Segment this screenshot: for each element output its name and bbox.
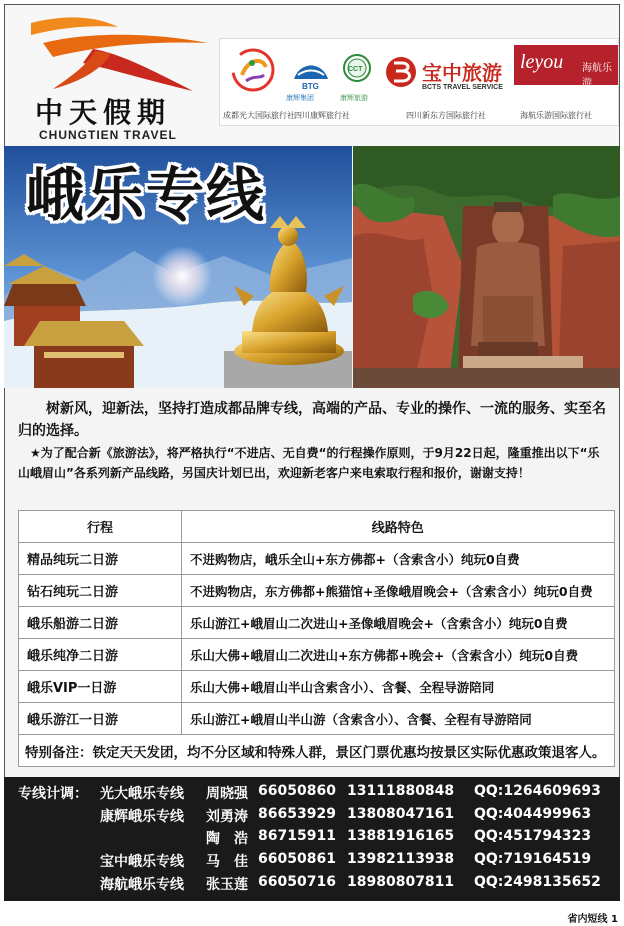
special-note: 特别备注：铁定天天发团，均不分区域和特殊人群，景区门票优惠均按景区实际优惠政策退客人。 bbox=[19, 735, 615, 767]
header-feature: 线路特色 bbox=[182, 511, 615, 543]
table-row bbox=[19, 703, 615, 735]
route-feature: 乐山游江+峨眉山半山游（含索含小）、含餐、全程有导游陪同 bbox=[182, 703, 615, 735]
leyou-name-en: leyou bbox=[520, 51, 564, 73]
cct-label: 康辉旅游 bbox=[340, 94, 368, 102]
contact-mobile: 18980807811 bbox=[347, 874, 455, 890]
intro-paragraph-1: 树新风，迎新法，坚持打造成都品牌专线，高端的产品、专业的操作、一流的服务、实至名归的选择。 bbox=[18, 401, 606, 439]
contact-name: 周晓强 bbox=[206, 786, 248, 802]
partner-kanghui bbox=[282, 39, 392, 125]
chungtien-logo-icon bbox=[23, 13, 213, 93]
brand-name-en: CHUNGTIEN TRAVEL bbox=[39, 128, 177, 142]
partner-leyou bbox=[514, 39, 618, 125]
partner-caption: 海航乐游国际旅行社 bbox=[520, 111, 592, 120]
baozhong-logo-icon bbox=[384, 55, 418, 89]
partner-logos bbox=[219, 38, 619, 126]
hero-title: 峨乐专线 bbox=[26, 161, 267, 229]
header bbox=[5, 5, 619, 145]
route-feature: 乐山大佛+峨眉山半山含索含小）、含餐、全程导游陪同 bbox=[182, 671, 615, 703]
leyou-logo-icon bbox=[514, 45, 618, 89]
route-name: 峨乐船游二日游 bbox=[19, 607, 182, 639]
brand-name-cn: 中天假期 bbox=[35, 96, 172, 129]
route-name: 精品纯玩二日游 bbox=[19, 543, 182, 575]
contact-tel: 86653929 bbox=[258, 806, 336, 822]
contact-qq: QQ:404499963 bbox=[474, 806, 592, 822]
contact-line: 海航峨乐专线 bbox=[100, 877, 184, 893]
contact-qq: QQ:451794323 bbox=[474, 828, 592, 844]
intro-text bbox=[18, 398, 608, 483]
contact-tel: 66050716 bbox=[258, 874, 336, 890]
contact-mobile: 13111880848 bbox=[347, 783, 455, 799]
contact-tel: 86715911 bbox=[258, 828, 336, 844]
table-row bbox=[19, 607, 615, 639]
leyou-name-cn: 海航乐游 bbox=[582, 63, 612, 89]
route-name: 峨乐纯净二日游 bbox=[19, 639, 182, 671]
leshan-buddha-illustration bbox=[353, 146, 620, 388]
partner-caption: 四川康辉旅行社 bbox=[294, 111, 350, 120]
partner-baozhong bbox=[380, 39, 514, 125]
kanghui-group-label: 康辉集团 bbox=[286, 94, 314, 102]
contacts-panel bbox=[4, 777, 620, 901]
table-row bbox=[19, 575, 615, 607]
hero-leshan-image bbox=[353, 146, 620, 388]
btg-logo-icon bbox=[290, 55, 332, 91]
baozhong-subtitle: BCTS TRAVEL SERVICE bbox=[422, 84, 503, 91]
contact-name: 刘勇涛 bbox=[206, 809, 248, 825]
contact-name: 陶 浩 bbox=[206, 831, 248, 847]
header-route: 行程 bbox=[19, 511, 182, 543]
partner-guangda bbox=[220, 39, 295, 125]
contact-mobile: 13982113938 bbox=[347, 851, 455, 867]
route-name: 峨乐游江一日游 bbox=[19, 703, 182, 735]
route-feature: 乐山大佛+峨眉山二次进山+东方佛都+晚会+（含索含小）纯玩0自费 bbox=[182, 639, 615, 671]
cct-logo-icon bbox=[342, 53, 372, 83]
contact-qq: QQ:2498135652 bbox=[474, 874, 601, 890]
hero-emei-image bbox=[4, 146, 352, 388]
route-feature: 乐山游江+峨眉山二次进山+圣像峨眉晚会+（含索含小）纯玩0自费 bbox=[182, 607, 615, 639]
table-row bbox=[19, 639, 615, 671]
btg-mark: BTG bbox=[302, 82, 319, 91]
route-name: 钻石纯玩二日游 bbox=[19, 575, 182, 607]
contact-name: 张玉莲 bbox=[206, 877, 248, 893]
route-feature: 不进购物店，东方佛都+熊猫馆+圣像峨眉晚会+（含索含小）纯玩0自费 bbox=[182, 575, 615, 607]
contact-line: 宝中峨乐专线 bbox=[100, 854, 184, 870]
contact-mobile: 13808047161 bbox=[347, 806, 455, 822]
contact-qq: QQ:1264609693 bbox=[474, 783, 601, 799]
route-name: 峨乐VIP一日游 bbox=[19, 671, 182, 703]
table-row bbox=[19, 671, 615, 703]
intro-paragraph-2: ★为了配合新《旅游法》，将严格执行“不进店、无自费“的行程操作原则，于9月22日起，隆重推出以下“乐山峨眉山”各系列新产品线路，另国庆计划已出，欢迎新老客户来电索取行程和报价，谢谢支持！ bbox=[18, 446, 600, 480]
baozhong-name: 宝中旅游 bbox=[422, 61, 502, 85]
table-row bbox=[19, 543, 615, 575]
partner-caption: 四川新东方国际旅行社 bbox=[406, 111, 486, 120]
contact-tel: 66050860 bbox=[258, 783, 336, 799]
contact-qq: QQ:719164519 bbox=[474, 851, 592, 867]
contact-name: 马 佳 bbox=[206, 854, 248, 870]
table-note-row bbox=[19, 735, 615, 767]
route-table bbox=[18, 510, 615, 767]
contact-mobile: 13881916165 bbox=[347, 828, 455, 844]
contact-line: 康辉峨乐专线 bbox=[100, 809, 184, 825]
contacts-label: 专线计调： bbox=[18, 786, 88, 802]
contact-tel: 66050861 bbox=[258, 851, 336, 867]
cct-mark: CCT bbox=[348, 66, 363, 73]
partner-caption: 成都光大国际旅行社 bbox=[223, 111, 295, 120]
table-header-row bbox=[19, 511, 615, 543]
contact-line: 光大峨乐专线 bbox=[100, 786, 184, 802]
route-feature: 不进购物店，峨乐全山+东方佛都+（含索含小）纯玩0自费 bbox=[182, 543, 615, 575]
page-footer-label: 省内短线 1 bbox=[567, 914, 618, 925]
guangda-logo-icon bbox=[228, 45, 278, 95]
